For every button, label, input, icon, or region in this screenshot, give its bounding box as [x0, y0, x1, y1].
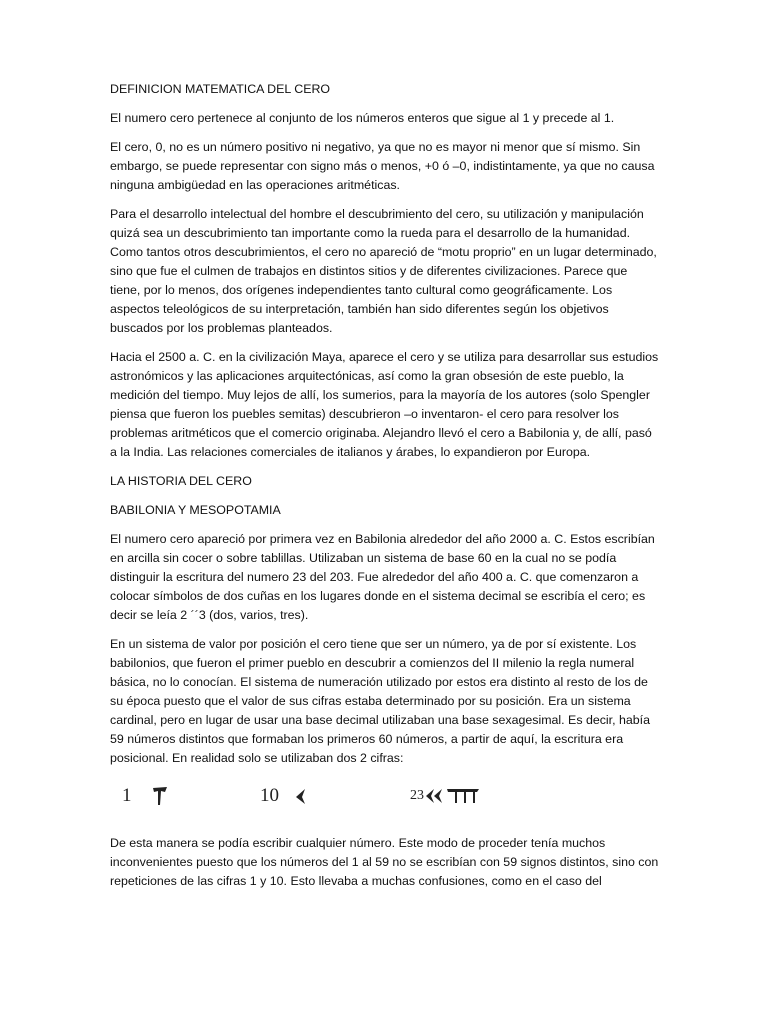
document-page: [110, 80, 660, 901]
body-paragraph: El cero, 0, no es un número positivo ni negativo, ya que no es mayor ni menor que sí mismo. Sin embargo, se puede representar con signo más o menos, +0 ó –0, indistintamente, ya que no causa ninguna ambigüedad en las operaciones aritméticas.: [110, 140, 655, 192]
cuneiform-one-icon: [152, 786, 168, 806]
body-paragraph: En un sistema de valor por posición el cero tiene que ser un número, ya de por sí existente. Los babilonios, que fueron el primer pueblo en descubrir a comienzos del II milenio la regla numeral básica, no lo conocían. El sistema de numeración utilizado por estos era distinto al resto de los de su época puesto que el valor de sus cifras estaba determinado por su posición. Era un sistema cardinal, pero en lugar de usar una base decimal utilizaban una base sexagesimal. Es decir, había 59 números distintos que formaban los primeros 60 números, a partir de aquí, la escritura era posicional. En realidad solo se utilizaban dos 2 cifras:: [110, 637, 651, 765]
body-paragraph: El numero cero pertenece al conjunto de los números enteros que sigue al 1 y precede al 1.: [110, 111, 615, 125]
numeral-digit: 23: [410, 788, 424, 803]
section-heading: LA HISTORIA DEL CERO: [110, 474, 252, 488]
cuneiform-numerals-figure: [110, 778, 660, 822]
section-heading: DEFINICION MATEMATICA DEL CERO: [110, 82, 331, 96]
numeral-item: [122, 786, 168, 806]
body-paragraph: Para el desarrollo intelectual del hombre el descubrimiento del cero, su utilización y manipulación quizá sea un descubrimiento tan importante como la rueda para el desarrollo de la humanidad. Como tantos otros descubrimientos, el cero no apareció de “motu proprio” en un lugar determinado, sino que fue el culmen de trabajos en distintos sitios y de diferentes civilizaciones. Parece que tiene, por lo menos, dos orígenes independientes tanto cultural como geográficamente. Los aspectos teleológicos de su interpretación, también han sido diferentes según los objetivos buscados por los problemas planteados.: [110, 207, 657, 335]
numeral-item: [410, 786, 483, 806]
section-heading: BABILONIA Y MESOPOTAMIA: [110, 503, 281, 517]
cuneiform-ten-icon: [293, 786, 309, 806]
numeral-digit: 10: [260, 785, 279, 806]
cuneiform-twenty-three-icon: [425, 786, 483, 806]
body-paragraph: Hacia el 2500 a. C. en la civilización Maya, aparece el cero y se utiliza para desarrollar sus estudios astronómicos y las aplicaciones arquitectónicas, así como la gran obsesión de este pueblo, la medición del tiempo. Muy lejos de allí, los sumerios, para la mayoría de los autores (solo Spengler piensa que fueron los puebles semitas) descubrieron –o inventaron- el cero para resolver los problemas aritméticos que el comercio originaba. Alejandro llevó el cero a Babilonia y, de allí, pasó a la India. Las relaciones comerciales de italianos y árabes, lo expandieron por Europa.: [110, 350, 659, 459]
numeral-digit: 1: [122, 785, 132, 806]
body-paragraph: De esta manera se podía escribir cualquier número. Este modo de proceder tenía muchos inconvenientes puesto que los números del 1 al 59 no se escribían con 59 signos distintos, sino con repeticiones de las cifras 1 y 10. Esto llevaba a muchas confusiones, como en el caso del: [110, 836, 659, 888]
numeral-item: [260, 786, 309, 806]
body-paragraph: El numero cero apareció por primera vez en Babilonia alrededor del año 2000 a. C. Estos escribían en arcilla sin cocer o sobre tablillas. Utilizaban un sistema de base 60 en la cual no se podía distinguir la escritura del numero 23 del 203. Fue alrededor del año 400 a. C. que comenzaron a colocar símbolos de dos cuñas en los lugares donde en el sistema decimal se escribía el cero; es decir se leía 2 ´´3 (dos, varios, tres).: [110, 532, 655, 622]
